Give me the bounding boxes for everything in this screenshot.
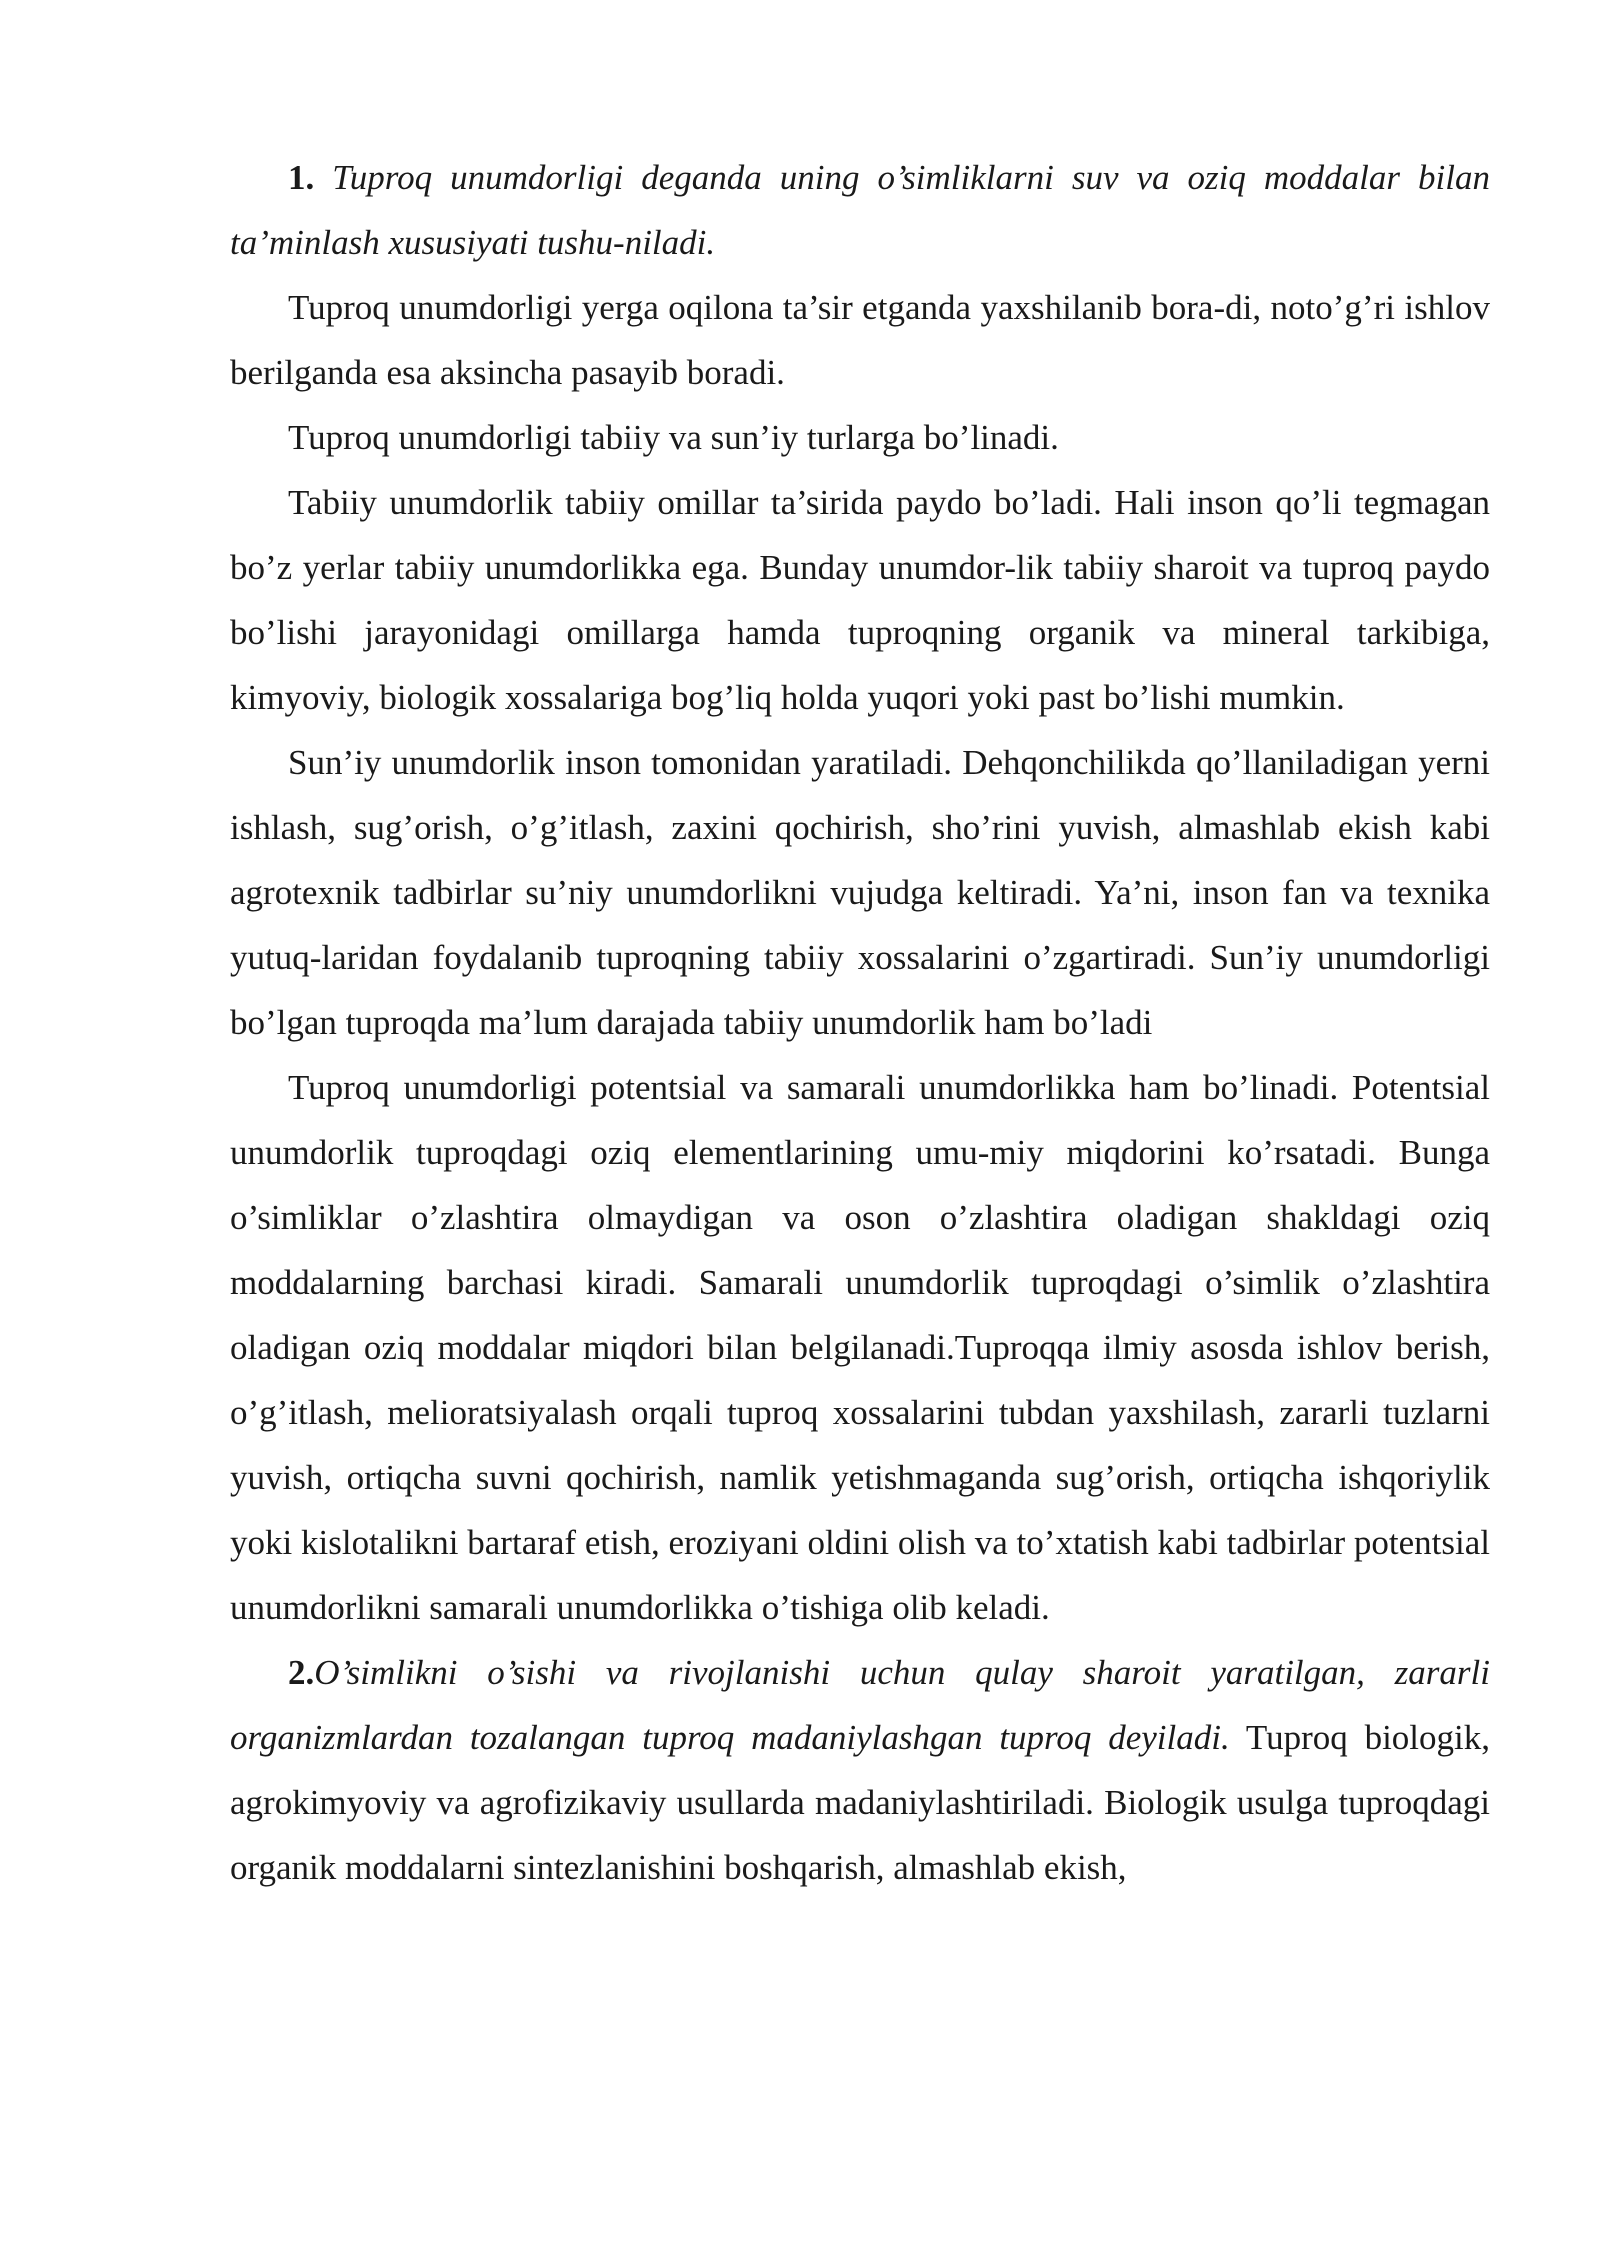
paragraph-text: Tuproq unumdorligi tabiiy va sun’iy turlarga bo’linadi. bbox=[288, 418, 1059, 457]
paragraph-4 bbox=[230, 470, 1490, 730]
section-number: 1. bbox=[288, 158, 315, 197]
paragraph-1 bbox=[230, 145, 1490, 275]
paragraph-7 bbox=[230, 1640, 1490, 1900]
paragraph-text: Tuproq biologik, agrokimyoviy va agrofizikaviy usullarda madaniylashtiriladi. Biologik usulga tuproqdagi organik moddalarni sintezlanishini boshqarish, almashlab ekish, bbox=[230, 1718, 1490, 1887]
section-number: 2. bbox=[288, 1653, 315, 1692]
definition-text: O’simlikni o’sishi va rivojlanishi uchun qulay sharoit yaratilgan, zararli organizmlardan tozalangan tuproq madaniylashgan tuproq deyiladi. bbox=[230, 1653, 1490, 1757]
paragraph-text: Tuproq unumdorligi potentsial va samarali unumdorlikka ham bo’linadi. Potentsial unumdorlik tuproqdagi oziq elementlarining umu-miy miqdorini ko’rsatadi. Bunga o’simliklar o’zlashtira olmaydigan va oson o’zlashtira oladigan shakldagi oziq moddalarning barchasi kiradi. Samarali unumdorlik tuproqdagi o’simlik o’zlashtira oladigan oziq moddalar miqdori bilan belgilanadi.Tuproqqa ilmiy asosda ishlov berish, o’g’itlash, melioratsiyalash orqali tuproq xossalarini tubdan yaxshilash, zararli tuzlarni yuvish, ortiqcha suvni qochirish, namlik yetishmaganda sug’orish, ortiqcha ishqoriylik yoki kislotalikni bartaraf etish, eroziyani oldini olish va to’xtatish kabi tadbirlar potentsial unumdorlikni samarali unumdorlikka o’tishiga olib keladi. bbox=[230, 1068, 1490, 1627]
paragraph-text: Tabiiy unumdorlik tabiiy omillar ta’sirida paydo bo’ladi. Hali inson qo’li tegmagan bo’z yerlar tabiiy unumdorlikka ega. Bunday unumdor-lik tabiiy sharoit va tuproq paydo bo’lishi jarayonidagi omillarga hamda tuproqning organik va mineral tarkibiga, kimyoviy, biologik xossalariga bog’liq holda yuqori yoki past bo’lishi mumkin. bbox=[230, 483, 1490, 717]
paragraph-text: Sun’iy unumdorlik inson tomonidan yaratiladi. Dehqonchilikda qo’llaniladigan yerni ishlash, sug’orish, o’g’itlash, zaxini qochirish, sho’rini yuvish, almashlab ekish kabi agrotexnik tadbirlar su’niy unumdorlikni vujudga keltiradi. Ya’ni, inson fan va texnika yutuq-laridan foydalanib tuproqning tabiiy xossalarini o’zgartiradi. Sun’iy unumdorligi bo’lgan tuproqda ma’lum darajada tabiiy unumdorlik ham bo’ladi bbox=[230, 743, 1490, 1042]
paragraph-2 bbox=[230, 275, 1490, 405]
paragraph-6 bbox=[230, 1055, 1490, 1640]
paragraph-3 bbox=[230, 405, 1490, 470]
definition-text: Tuproq unumdorligi deganda uning o’simliklarni suv va oziq moddalar bilan ta’minlash xususiyati tushu-niladi. bbox=[230, 158, 1490, 262]
paragraph-5 bbox=[230, 730, 1490, 1055]
paragraph-text: Tuproq unumdorligi yerga oqilona ta’sir etganda yaxshilanib bora-di, noto’g’ri ishlov berilganda esa aksincha pasayib boradi. bbox=[230, 288, 1490, 392]
document-page bbox=[230, 145, 1490, 1900]
